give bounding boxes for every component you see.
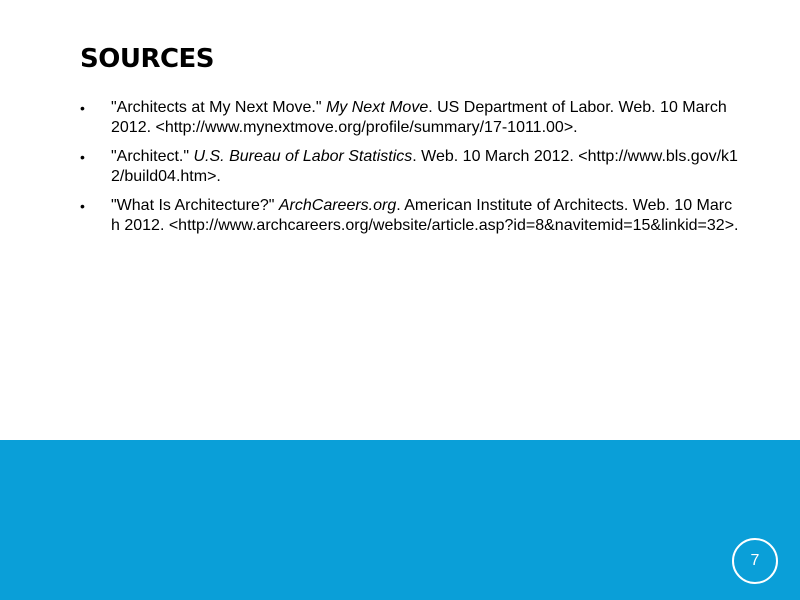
- source-citation: [111, 197, 738, 234]
- citation-details: . Web. 10 March 2012. <http://www.bls.gov/k12/build04.htm>.: [111, 148, 738, 185]
- slide-title: SOURCES: [80, 44, 215, 74]
- citation-details: . US Department of Labor. Web. 10 March 2012. <http://www.mynextmove.org/profile/summary/17-1011.00>.: [111, 99, 727, 136]
- sources-list: [80, 98, 740, 236]
- source-item: [80, 98, 740, 138]
- source-citation: [111, 148, 738, 185]
- citation-title: "What Is Architecture?": [111, 197, 279, 214]
- citation-details: . American Institute of Architects. Web. 10 March 2012. <http://www.archcareers.org/website/article.asp?id=8&navitemid=15&linkid=32>.: [111, 197, 739, 234]
- bullet-icon: •: [80, 100, 85, 116]
- citation-publication: ArchCareers.org: [278, 197, 397, 214]
- bullet-icon: •: [80, 198, 85, 214]
- bullet-icon: •: [80, 149, 85, 165]
- source-item: [80, 196, 740, 236]
- citation-title: "Architect.": [111, 148, 194, 165]
- citation-title: "Architects at My Next Move.": [111, 99, 326, 116]
- page-number-badge: [732, 538, 778, 584]
- source-item: [80, 147, 740, 187]
- citation-publication: My Next Move: [325, 99, 429, 116]
- footer-band: [0, 440, 800, 600]
- page-number: 7: [750, 552, 760, 569]
- citation-publication: U.S. Bureau of Labor Statistics: [193, 148, 413, 165]
- source-citation: [111, 99, 727, 136]
